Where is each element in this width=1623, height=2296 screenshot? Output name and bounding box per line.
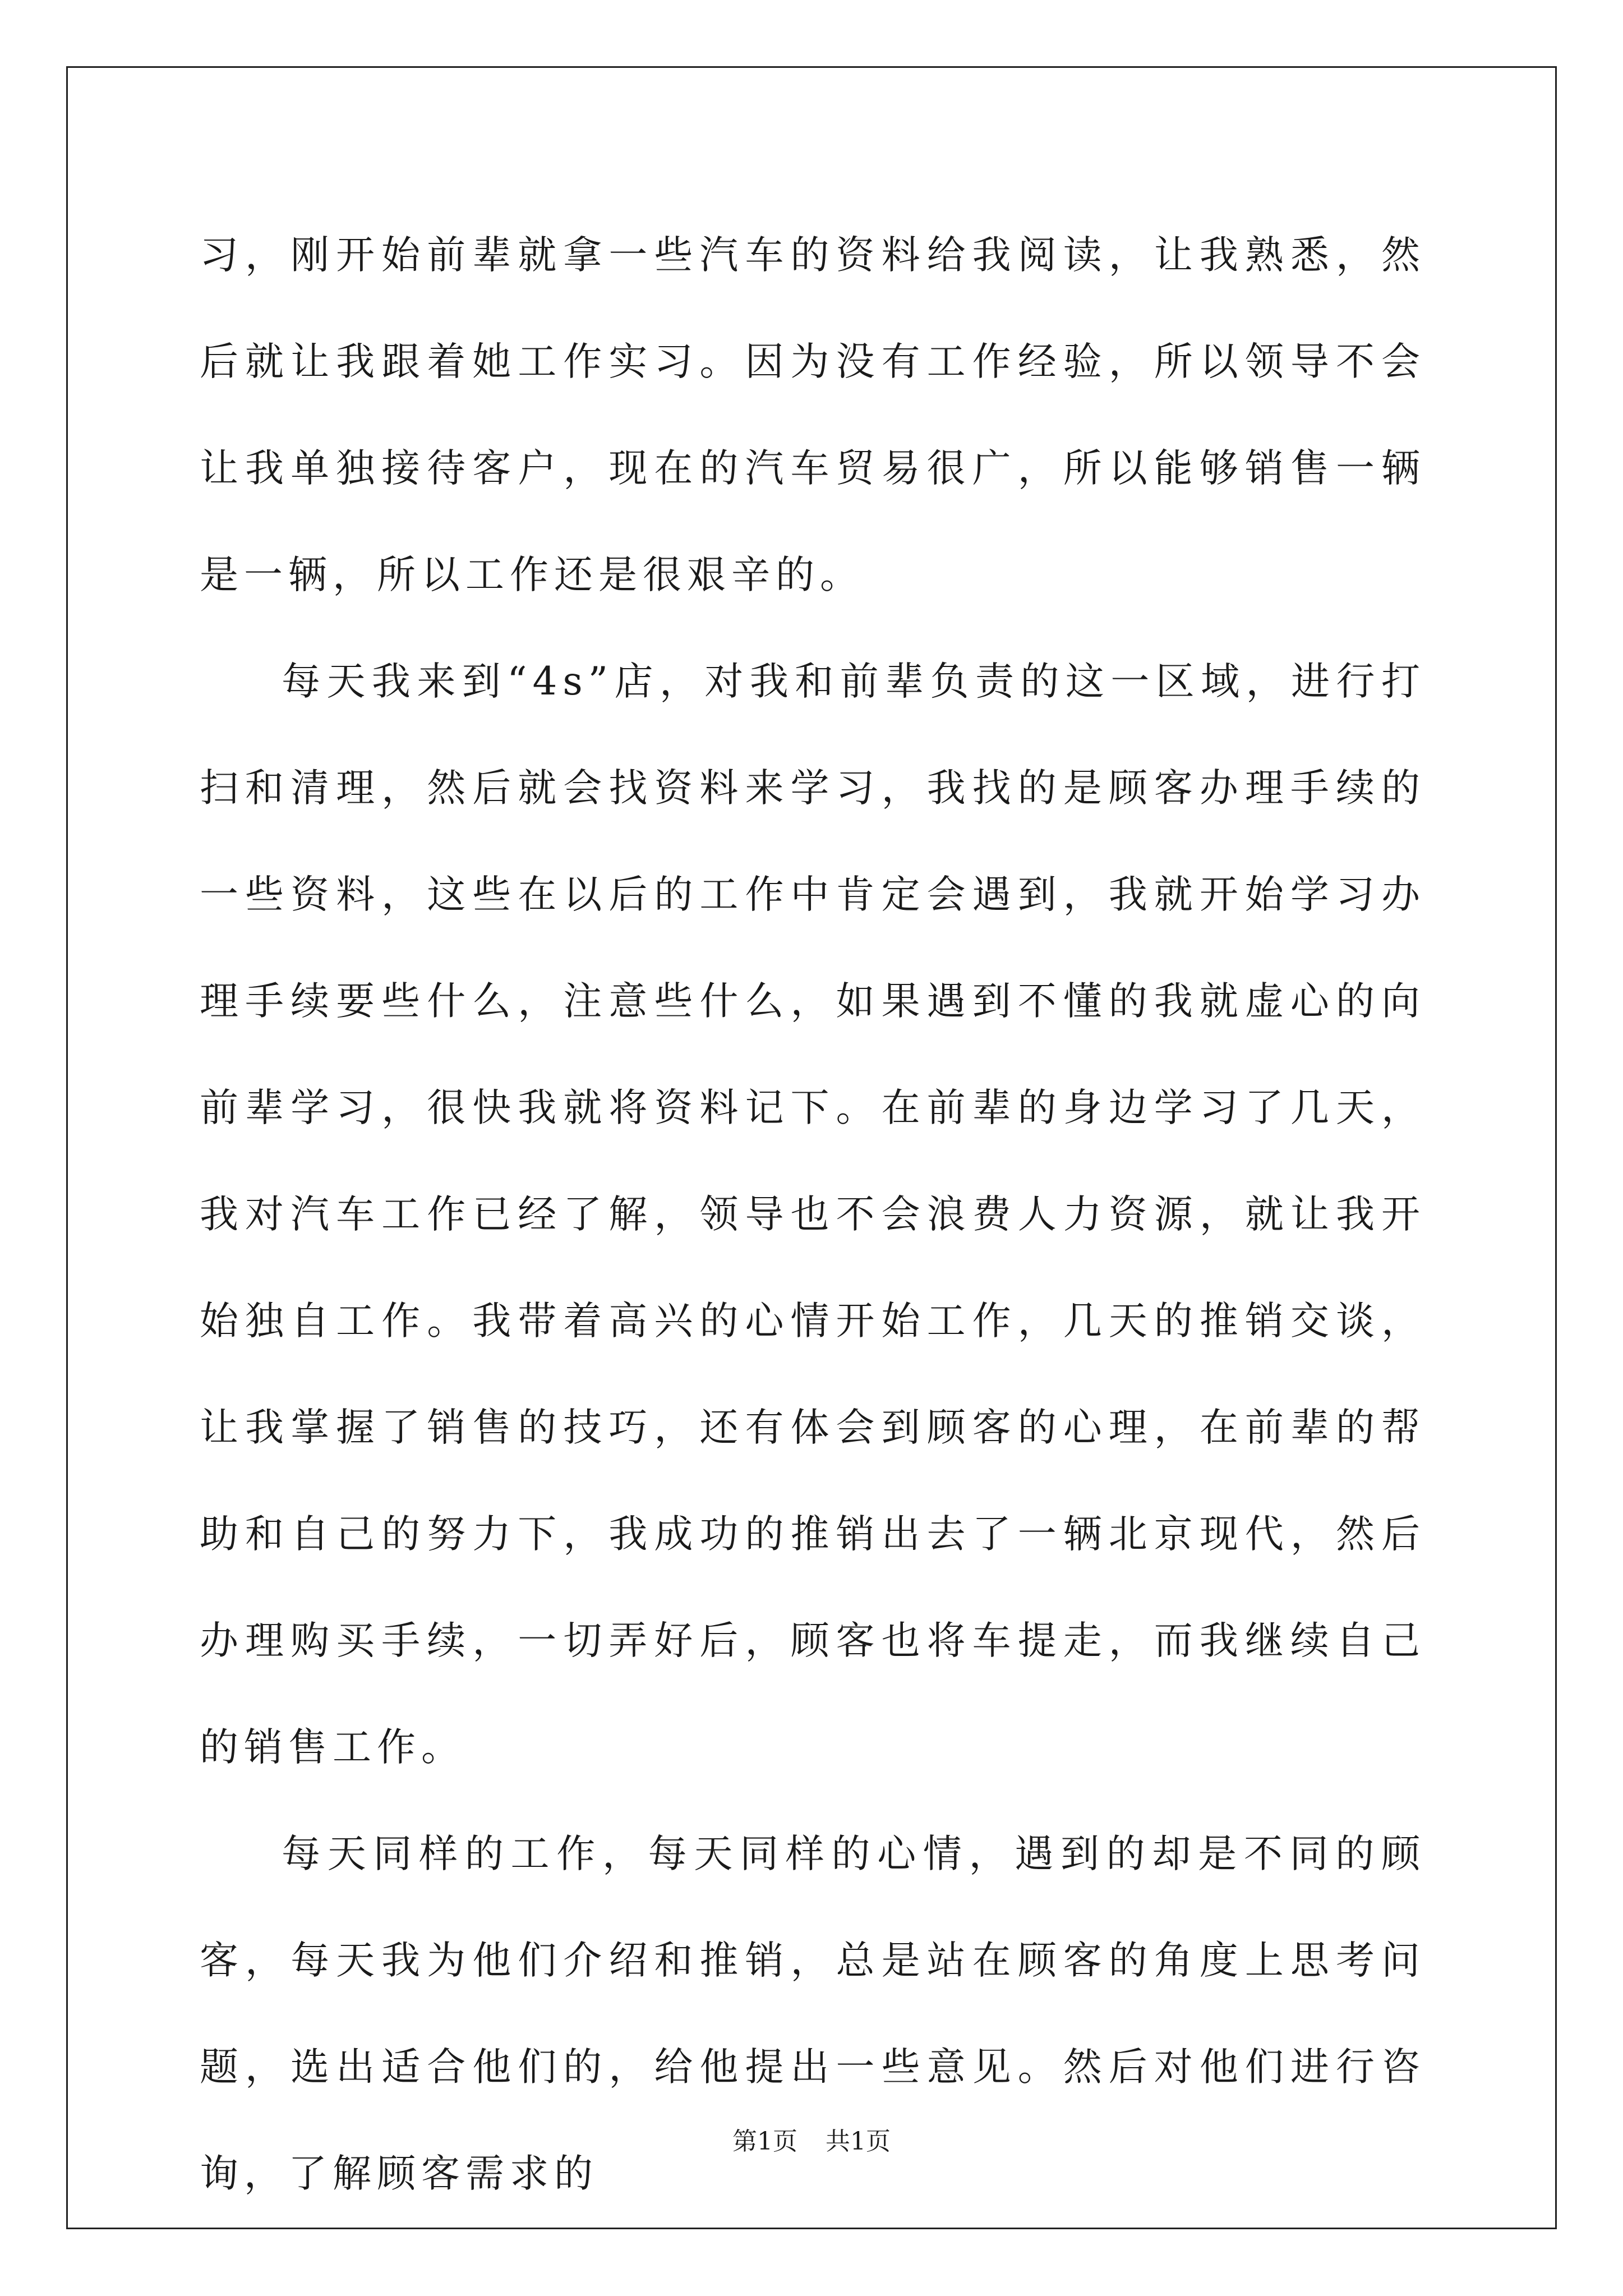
page-total: 共1页 [826, 2127, 891, 2156]
paragraph-3: 每天同样的工作，每天同样的心情，遇到的却是不同的顾客，每天我为他们介绍和推销，总是站在顾客的角度上思考问题，选出适合他们的，给他提出一些意见。然后对他们进行咨询，了解顾客需求的 [200, 1832, 1426, 2196]
paragraph-2: 每天我来到“4s”店，对我和前辈负责的这一区域，进行打扫和清理，然后就会找资料来学习，我找的是顾客办理手续的一些资料，这些在以后的工作中肯定会遇到，我就开始学习办理手续要些什么，注意些什么，如果遇到不懂的我就虚心的向前辈学习，很快我就将资料记下。在前辈的身边学习了几天，我对汽车工作已经了解，领导也不会浪费人力资源，就让我开始独自工作。我带着高兴的心情开始工作，几天的推销交谈，让我掌握了销售的技巧，还有体会到顾客的心理，在前辈的帮助和自己的努力下，我成功的推销出去了一辆北京现代，然后办理购买手续，一切弄好后，顾客也将车提走，而我继续自己的销售工作。 [200, 659, 1426, 1770]
document-body [200, 202, 1426, 2227]
page-footer [0, 2125, 1623, 2159]
page-number: 第1页 [732, 2127, 797, 2156]
paragraph-1: 习，刚开始前辈就拿一些汽车的资料给我阅读，让我熟悉，然后就让我跟着她工作实习。因为没有工作经验，所以领导不会让我单独接待客户，现在的汽车贸易很广，所以能够销售一辆是一辆，所以工作还是很艰辛的。 [200, 233, 1426, 597]
